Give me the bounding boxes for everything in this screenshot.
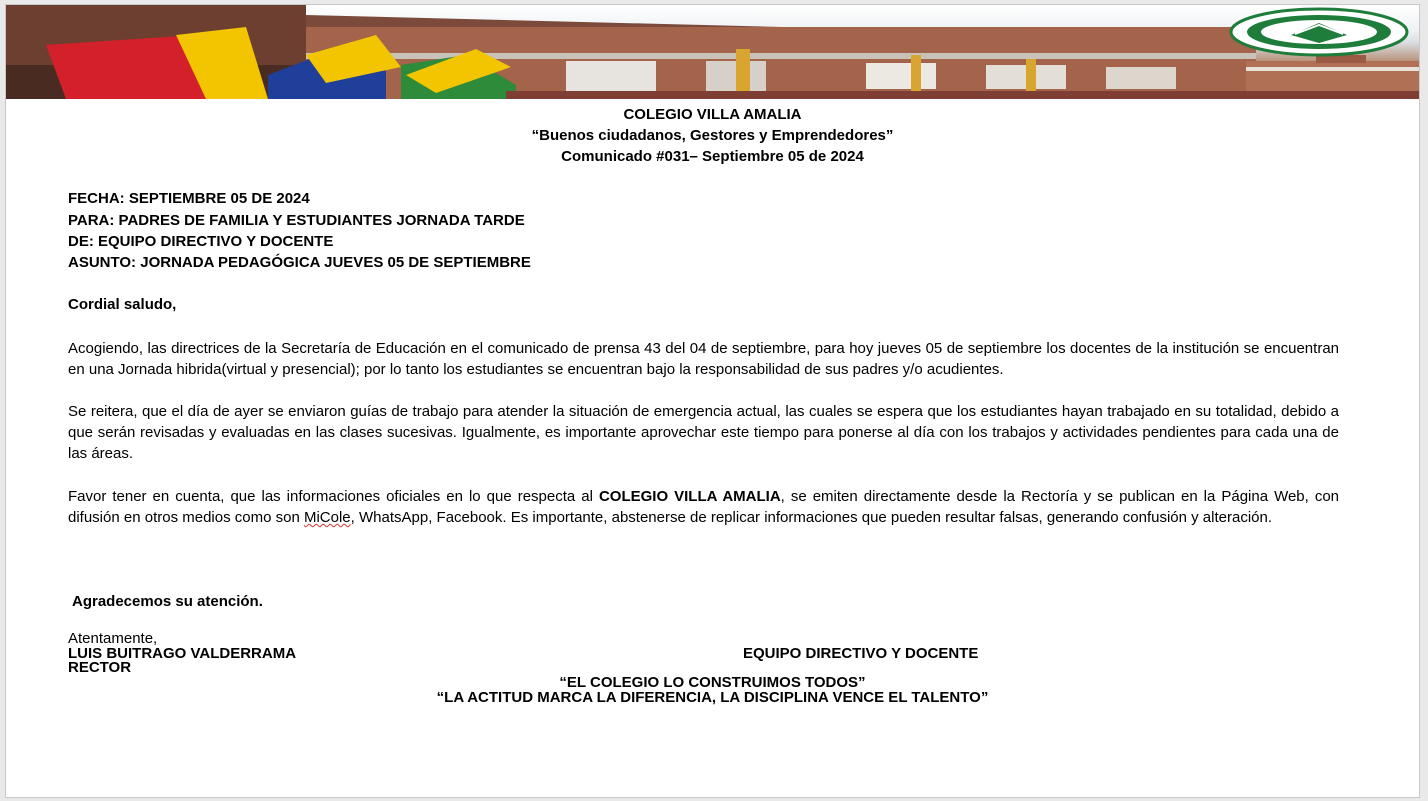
- greeting: Cordial saludo,: [68, 296, 177, 313]
- rector-title: RECTOR: [68, 659, 132, 676]
- memo-to: PARA: PADRES DE FAMILIA Y ESTUDIANTES JORNADA TARDE: [68, 212, 525, 229]
- paragraph-3-part-b: , se emiten directamente desde la Rectoría y se publican en la Página Web, con difusión en otros medios como son: [68, 488, 1340, 526]
- slogan-1: “EL COLEGIO LO CONSTRUIMOS TODOS”: [559, 674, 866, 691]
- paragraph-3-school-name: COLEGIO VILLA AMALIA: [598, 488, 781, 505]
- communique-number: Comunicado #031– Septiembre 05 de 2024: [561, 148, 864, 165]
- document-page: [5, 4, 1420, 798]
- closing: Atentamente,: [68, 630, 158, 647]
- paragraph-3-part-c: , WhatsApp, Facebook. Es importante, abstenerse de replicar informaciones que pueden resultar falsas, generando confusión y alteración.: [350, 509, 1273, 526]
- memo-subject: ASUNTO: JORNADA PEDAGÓGICA JUEVES 05 DE SEPTIEMBRE: [68, 254, 531, 271]
- team-signature: EQUIPO DIRECTIVO Y DOCENTE: [743, 645, 979, 662]
- paragraph-3: [68, 486, 1339, 528]
- letter-content: [6, 5, 1419, 797]
- slogan-2: “LA ACTITUD MARCA LA DIFERENCIA, LA DISCIPLINA VENCE EL TALENTO”: [436, 689, 989, 706]
- paragraph-3-part-a: Favor tener en cuenta, que las informaciones oficiales en lo que respecta al: [68, 488, 599, 505]
- memo-from: DE: EQUIPO DIRECTIVO Y DOCENTE: [68, 233, 334, 250]
- school-name-heading: COLEGIO VILLA AMALIA: [623, 106, 802, 123]
- paragraph-1: Acogiendo, las directrices de la Secretaría de Educación en el comunicado de prensa 43 del 04 de septiembre, para hoy jueves 05 de septiembre los docentes de la institución se encuentran en una Jornada hibrida(virtual y presencial); por lo tanto los estudiantes se encuentran bajo la responsabilidad de sus padres y/o acudientes.: [68, 340, 1339, 378]
- school-motto: “Buenos ciudadanos, Gestores y Emprendedores”: [531, 127, 894, 144]
- paragraph-3-micole: MiCole: [303, 509, 351, 526]
- rector-name: LUIS BUITRAGO VALDERRAMA: [68, 645, 297, 662]
- memo-date: FECHA: SEPTIEMBRE 05 DE 2024: [68, 190, 310, 207]
- paragraph-2: Se reitera, que el día de ayer se enviaron guías de trabajo para atender la situación de emergencia actual, las cuales se espera que los estudiantes hayan trabajado en su totalidad, debido a que serán revisadas y evaluadas en las clases sucesivas. Igualmente, es importante aprovechar este tiempo para ponerse al día con los trabajos y actividades pendientes para cada una de las áreas.: [68, 403, 1339, 462]
- thanks-line: Agradecemos su atención.: [72, 593, 263, 610]
